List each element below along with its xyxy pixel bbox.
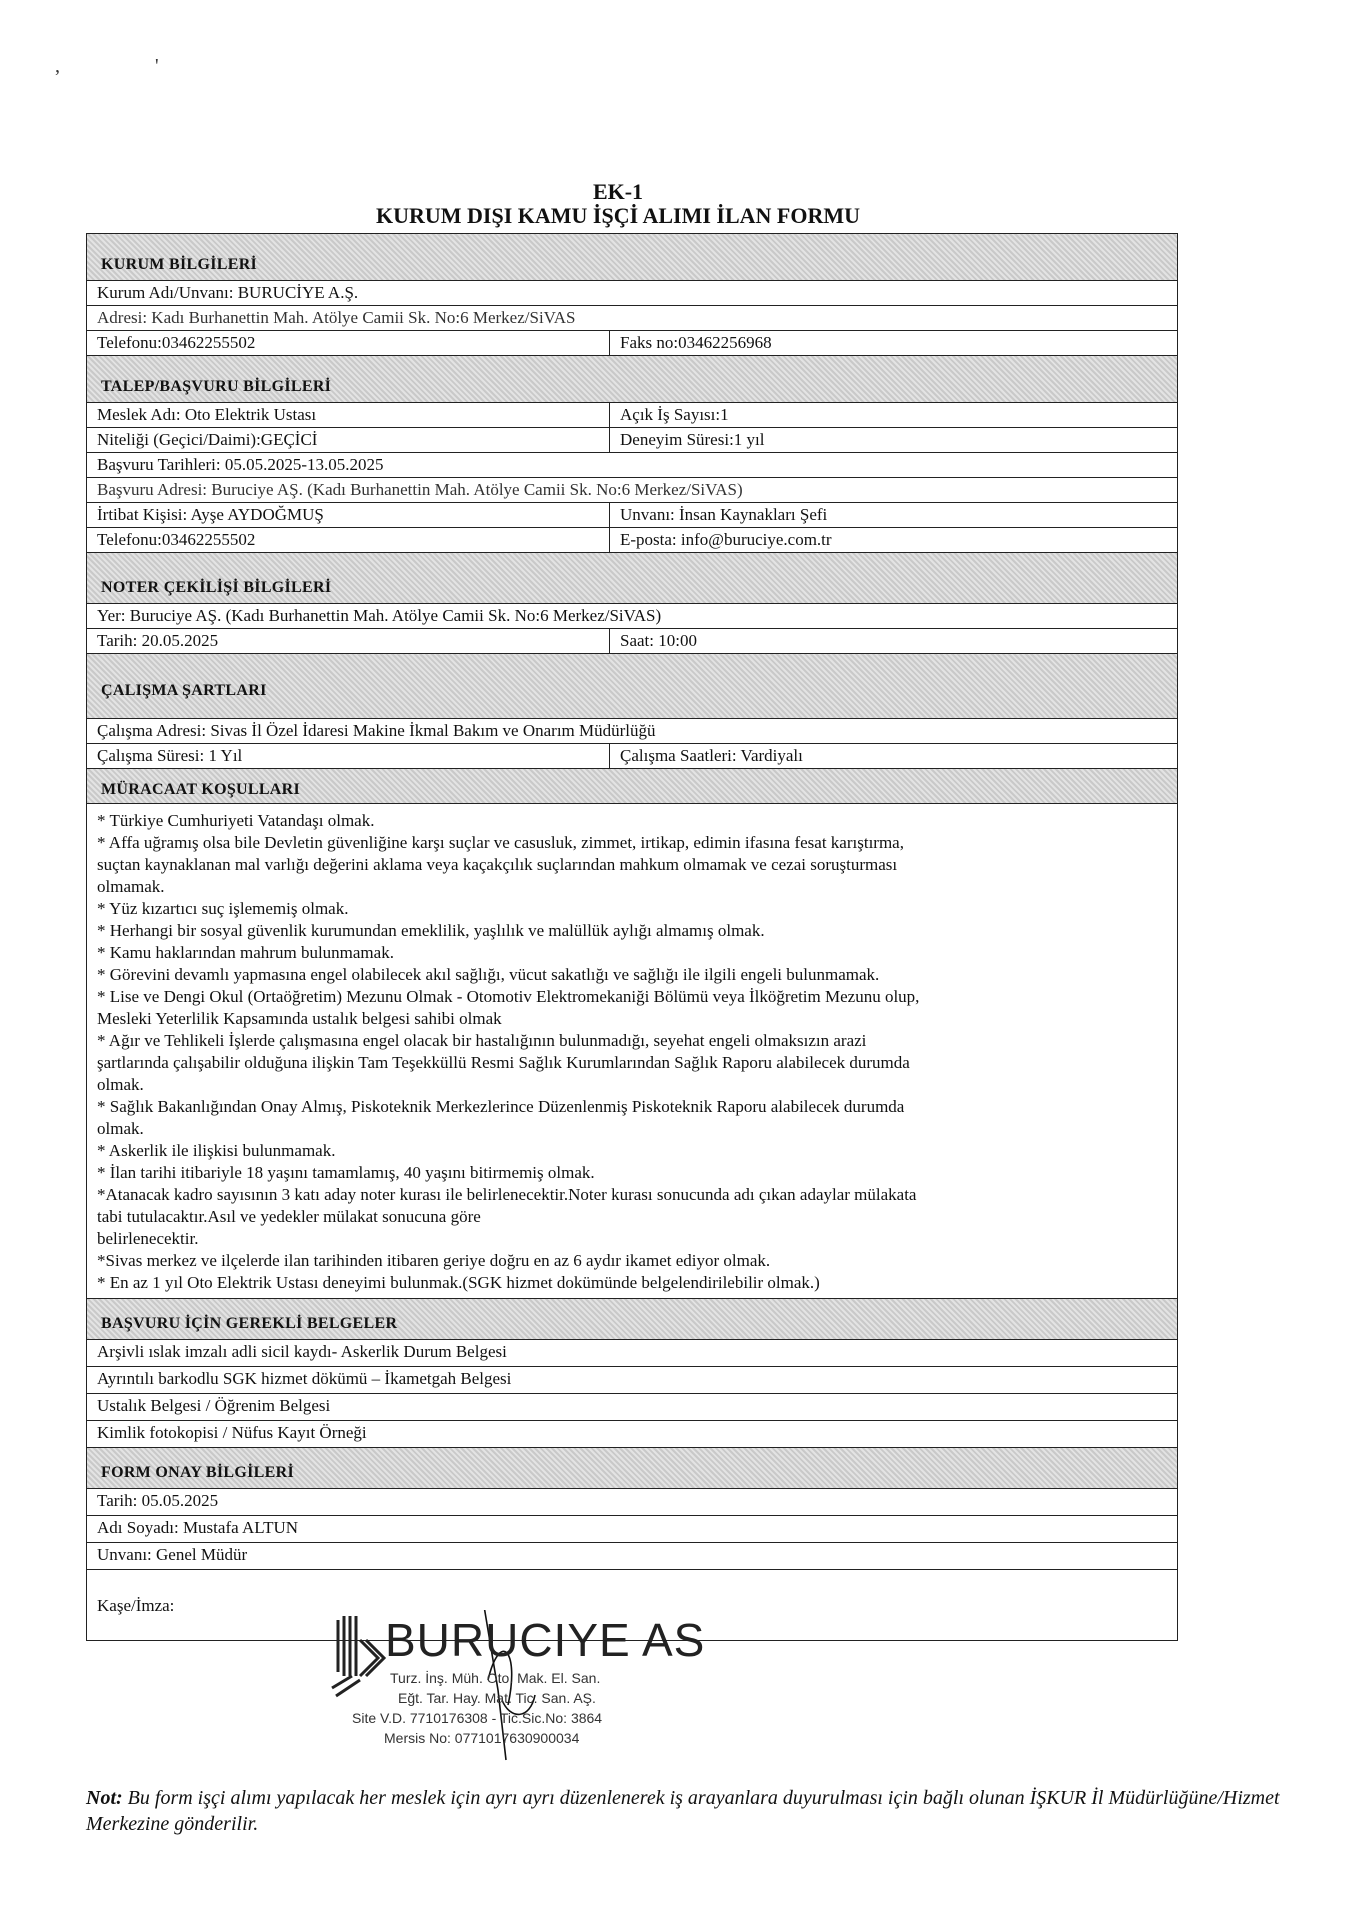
row-belge: Ustalık Belgesi / Öğrenim Belgesi	[87, 1394, 1177, 1421]
row-kurum-adres: Adresi: Kadı Burhanettin Mah. Atölye Camii Sk. No:6 Merkez/SiVAS	[87, 306, 1177, 331]
logo-mark-icon	[332, 1616, 384, 1696]
condition-line: olmamak.	[97, 877, 165, 896]
stamp-line-3: Site V.D. 7710176308 - Tic.Sic.No: 3864	[352, 1710, 603, 1726]
row-noter-tarih: Tarih: 20.05.2025 Saat: 10:00	[87, 629, 1177, 654]
condition-line: * Lise ve Dengi Okul (Ortaöğretim) Mezunu Olmak - Otomotiv Elektromekaniği Bölümü veya İlköğretim Mezunu olup,	[97, 987, 920, 1006]
row-calisma-sure: Çalışma Süresi: 1 Yıl Çalışma Saatleri: Vardiyalı	[87, 744, 1177, 769]
condition-line: * Affa uğramış olsa bile Devletin güvenliğine karşı suçlar ve casusluk, zimmet, irtikap, edimin ifasına fesat karıştırma,	[97, 833, 904, 852]
title-main: KURUM DIŞI KAMU İŞÇİ ALIMI İLAN FORMU	[375, 203, 861, 228]
row-kurum-iletisim: Telefonu:03462255502 Faks no:03462256968	[87, 331, 1177, 356]
row-onay-unvan: Unvanı: Genel Müdür	[87, 1543, 1177, 1570]
row-basvuru-adresi: Başvuru Adresi: Buruciye AŞ. (Kadı Burhanettin Mah. Atölye Camii Sk. No:6 Merkez/SiVAS)	[87, 478, 1177, 503]
condition-line: * Türkiye Cumhuriyeti Vatandaşı olmak.	[97, 811, 375, 830]
section-belgeler: BAŞVURU İÇİN GEREKLİ BELGELER	[87, 1299, 1177, 1340]
condition-line: belirlenecektir.	[97, 1229, 199, 1248]
job-posting-form	[86, 233, 1178, 1641]
section-talep: TALEP/BAŞVURU BİLGİLERİ	[87, 356, 1177, 403]
row-basvuru-tarihleri: Başvuru Tarihleri: 05.05.2025-13.05.2025	[87, 453, 1177, 478]
condition-line: * En az 1 yıl Oto Elektrik Ustası deneyimi bulunmak.(SGK hizmet dokümünde belgelendirilebilir olmak.)	[97, 1273, 820, 1292]
note-text: Bu form işçi alımı yapılacak her meslek için ayrı ayrı düzenlenerek iş arayanlara duyurulması için bağlı olunan İŞKUR İl Müdürlüğüne/Hizmet Merkezine gönderilir.	[86, 1787, 1280, 1835]
row-belge: Arşivli ıslak imzalı adli sicil kaydı- Askerlik Durum Belgesi	[87, 1340, 1177, 1367]
footer-note	[86, 1785, 1316, 1837]
condition-line: * Yüz kızartıcı suç işlememiş olmak.	[97, 899, 349, 918]
condition-line: * Askerlik ile ilişkisi bulunmamak.	[97, 1141, 336, 1160]
condition-line: tabi tutulacaktır.Asıl ve yedekler mülakat sonucuna göre	[97, 1207, 481, 1226]
condition-line: Mesleki Yeterlilik Kapsamında ustalık belgesi sahibi olmak	[97, 1009, 502, 1028]
condition-line: olmak.	[97, 1075, 144, 1094]
row-kurum-adi: Kurum Adı/Unvanı: BURUCİYE A.Ş.	[87, 281, 1177, 306]
row-onay-tarih: Tarih: 05.05.2025	[87, 1489, 1177, 1516]
section-calisma: ÇALIŞMA ŞARTLARI	[87, 654, 1177, 719]
section-muracaat: MÜRACAAT KOŞULLARI	[87, 769, 1177, 804]
section-onay: FORM ONAY BİLGİLERİ	[87, 1448, 1177, 1489]
conditions-list	[87, 804, 1177, 1299]
title-ek: EK-1	[592, 179, 644, 204]
row-onay-adi: Adı Soyadı: Mustafa ALTUN	[87, 1516, 1177, 1543]
row-talep-iletisim: Telefonu:03462255502 E-posta: info@buruciye.com.tr	[87, 528, 1177, 553]
note-label: Not:	[86, 1787, 123, 1809]
row-kase-imza: Kaşe/İmza:	[97, 1596, 175, 1615]
condition-line: * Görevini devamlı yapmasına engel olabilecek akıl sağlığı, vücut sakatlığı ve sağlığı ile ilgili engeli bulunmamak.	[97, 965, 880, 984]
condition-line: * Ağır ve Tehlikeli İşlerde çalışmasına engel olacak bir hastalığının bulunmadığı, seyehat engeli olmaksızın arazi	[97, 1031, 867, 1050]
row-meslek: Meslek Adı: Oto Elektrik Ustası Açık İş Sayısı:1	[87, 403, 1177, 428]
document-title	[0, 180, 1356, 228]
condition-line: *Atanacak kadro sayısının 3 katı aday noter kurası ile belirlenecektir.Noter kurası sonucunda adı çıkan adaylar mülakata	[97, 1185, 917, 1204]
condition-line: şartlarında çalışabilir olduğuna ilişkin Tam Teşekküllü Resmi Sağlık Kurumlarından Sağlık Raporu alabilecek durumda	[97, 1053, 910, 1072]
row-irtibat: İrtibat Kişisi: Ayşe AYDOĞMUŞ Unvanı: İnsan Kaynakları Şefi	[87, 503, 1177, 528]
row-calisma-adresi: Çalışma Adresi: Sivas İl Özel İdaresi Makine İkmal Bakım ve Onarım Müdürlüğü	[87, 719, 1177, 744]
row-belge: Ayrıntılı barkodlu SGK hizmet dökümü – İkametgah Belgesi	[87, 1367, 1177, 1394]
stamp-logo-text: BURUCIYE AS	[385, 1614, 706, 1666]
section-kurum: KURUM BİLGİLERİ	[87, 234, 1177, 281]
stamp-line-1: Turz. İnş. Müh. Oto. Mak. El. San.	[390, 1670, 601, 1686]
row-nitelik: Niteliği (Geçici/Daimi):GEÇİCİ Deneyim Süresi:1 yıl	[87, 428, 1177, 453]
condition-line: *Sivas merkez ve ilçelerde ilan tarihinden itibaren geriye doğru en az 6 aydır ikamet ediyor olmak.	[97, 1251, 771, 1270]
condition-line: * Herhangi bir sosyal güvenlik kurumundan emeklilik, yaşlılık ve malüllük aylığı almamış olmak.	[97, 921, 765, 940]
condition-line: * Kamu haklarından mahrum bulunmamak.	[97, 943, 394, 962]
condition-line: suçtan kaynaklanan mal varlığı değerini aklama veya kaçakçılık suçlarından mahkum olmamak ve cezai soruşturması	[97, 855, 898, 874]
row-noter-yer: Yer: Buruciye AŞ. (Kadı Burhanettin Mah. Atölye Camii Sk. No:6 Merkez/SiVAS)	[87, 604, 1177, 629]
section-noter: NOTER ÇEKİLİŞİ BİLGİLERİ	[87, 553, 1177, 604]
condition-line: olmak.	[97, 1119, 144, 1138]
scan-specks: , '	[55, 55, 159, 77]
stamp-line-2: Eğt. Tar. Hay. Mat. Tic. San. AŞ.	[398, 1690, 596, 1706]
condition-line: * Sağlık Bakanlığından Onay Almış, Piskoteknik Merkezlerince Düzenlenmiş Piskoteknik Raporu alabilecek durumda	[97, 1097, 905, 1116]
stamp-line-4: Mersis No: 0771017630900034	[384, 1730, 580, 1746]
row-belge: Kimlik fotokopisi / Nüfus Kayıt Örneği	[87, 1421, 1177, 1448]
condition-line: * İlan tarihi itibariyle 18 yaşını tamamlamış, 40 yaşını bitirmemiş olmak.	[97, 1163, 595, 1182]
